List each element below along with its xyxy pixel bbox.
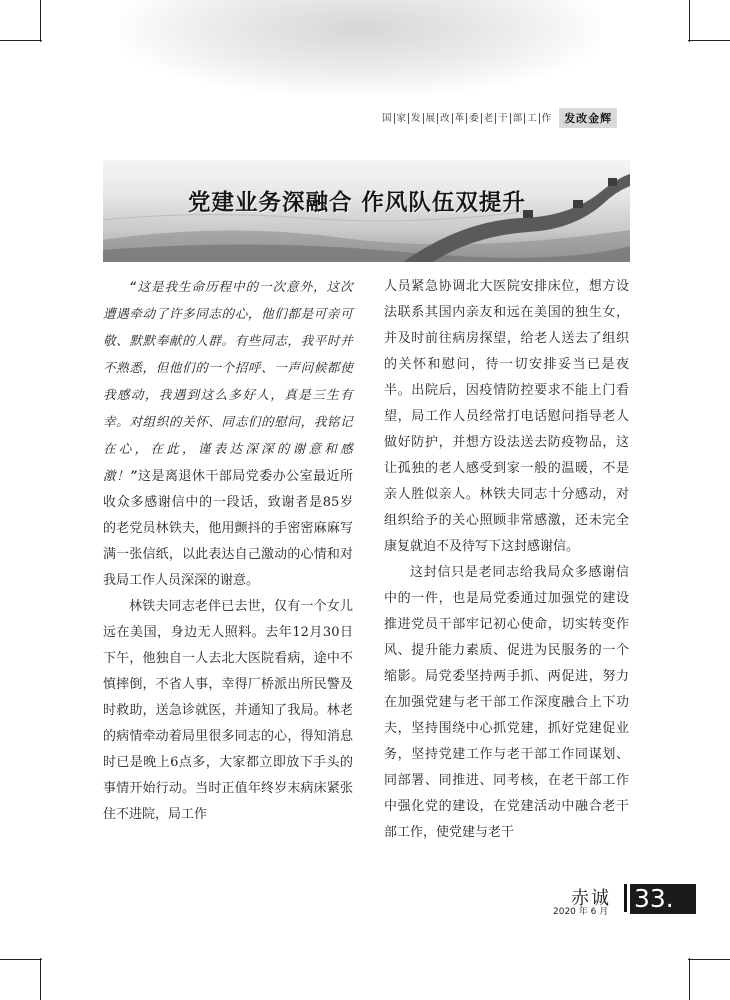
article-paragraph: 这封信只是老同志给我局众多感谢信中的一件，也是局党委通过加强党的建设推进党员干部牢记初心使命，切实转变作风、提升能力素质、促进为民服务的一个缩影。局党委坚持两手抓、两促进，努力在加强党建与老干部工作深度融合上下功夫，坚持围绕中心抓党建，抓好党建促业务，坚持党建工作与老干部工作同谋划、同部署、同推进、同考核，在老干部工作中强化党的建设，在党建活动中融合老干部工作，使党建与老干 [384,565,629,840]
crop-mark-top-left-v [40,0,41,42]
page-number: 33. [630,884,696,914]
section-char: 改 [438,113,453,124]
section-name [380,113,553,124]
article-column-left [103,274,353,828]
crop-mark-bottom-left-v [40,958,41,1000]
crop-mark-top-right-v [689,0,690,42]
crop-mark-bottom-right-h [688,959,730,960]
article-column-right [384,274,629,846]
footer-divider [624,884,627,912]
top-decorative-shade [120,0,600,95]
section-char: 部 [511,113,526,124]
article-title: 党建业务深融合 作风队伍双提升 [188,190,526,216]
section-char: 老 [482,113,497,124]
section-tag: 发改金辉 [559,108,617,128]
section-char: 革 [453,113,468,124]
section-header [380,108,617,128]
section-char: 国 [380,113,395,124]
section-char: 委 [467,113,482,124]
magazine-name: 赤诚 [571,888,611,909]
title-banner [103,160,630,262]
section-char: 干 [496,113,511,124]
article-paragraph: 人员紧急协调北大医院安排床位，想方设法联系其国内亲友和远在美国的独生女，并及时前往病房探望，给老人送去了组织的关怀和慰问，待一切安排妥当已是夜半。出院后，因疫情防控要求不能上门看望，局工作人员经常打电话慰问指导老人做好防护，并想方设法送去防疫物品，这让孤独的老人感受到家一般的温暖，不是亲人胜似亲人。林铁夫同志十分感动，对组织给予的关心照顾非常感激，还未完全康复就迫不及待写下这封感谢信。 [384,279,629,554]
issue-date: 2020 年 6 月 [553,907,609,917]
crop-mark-bottom-right-v [689,958,690,1000]
article-paragraph: 林铁夫同志老伴已去世，仅有一个女儿远在美国，身边无人照料。去年12月30日下午，他独自一人去北大医院看病，途中不慎摔倒，不省人事，幸得厂桥派出所民警及时救助，送急诊就医，并通知了我局。林老的病情牵动着局里很多同志的心，得知消息时已是晚上6点多，大家都立即放下手头的事情开始行动。当时正值年终岁末病床紧张住不进院，局工作 [103,599,353,822]
quote-context: 这是离退休干部局党委办公室最近所收众多感谢信中的一段话，致谢者是85岁的老党员林铁夫，他用颤抖的手密密麻麻写满一张信纸，以此表达自己激动的心情和对我局工作人员深深的谢意。 [103,469,353,588]
section-char: 发 [409,113,424,124]
article-paragraph [103,274,353,594]
crop-mark-top-left-h [0,40,42,41]
section-char: 展 [424,113,439,124]
crop-mark-bottom-left-h [0,959,42,960]
section-char: 工 [525,113,540,124]
crop-mark-top-right-h [688,40,730,41]
thank-you-quote: “这是我生命历程中的一次意外，这次遭遇牵动了许多同志的心，他们都是可亲可敬、默默奉献的人群。有些同志，我平时并不熟悉，但他们的一个招呼、一声问候都使我感动，我遇到这么多好人，真是三生有幸。对组织的关怀、同志们的慰问，我铭记在心，在此，谨表达深深的谢意和感激！” [103,279,353,483]
section-char: 家 [395,113,410,124]
section-char: 作 [541,112,552,124]
